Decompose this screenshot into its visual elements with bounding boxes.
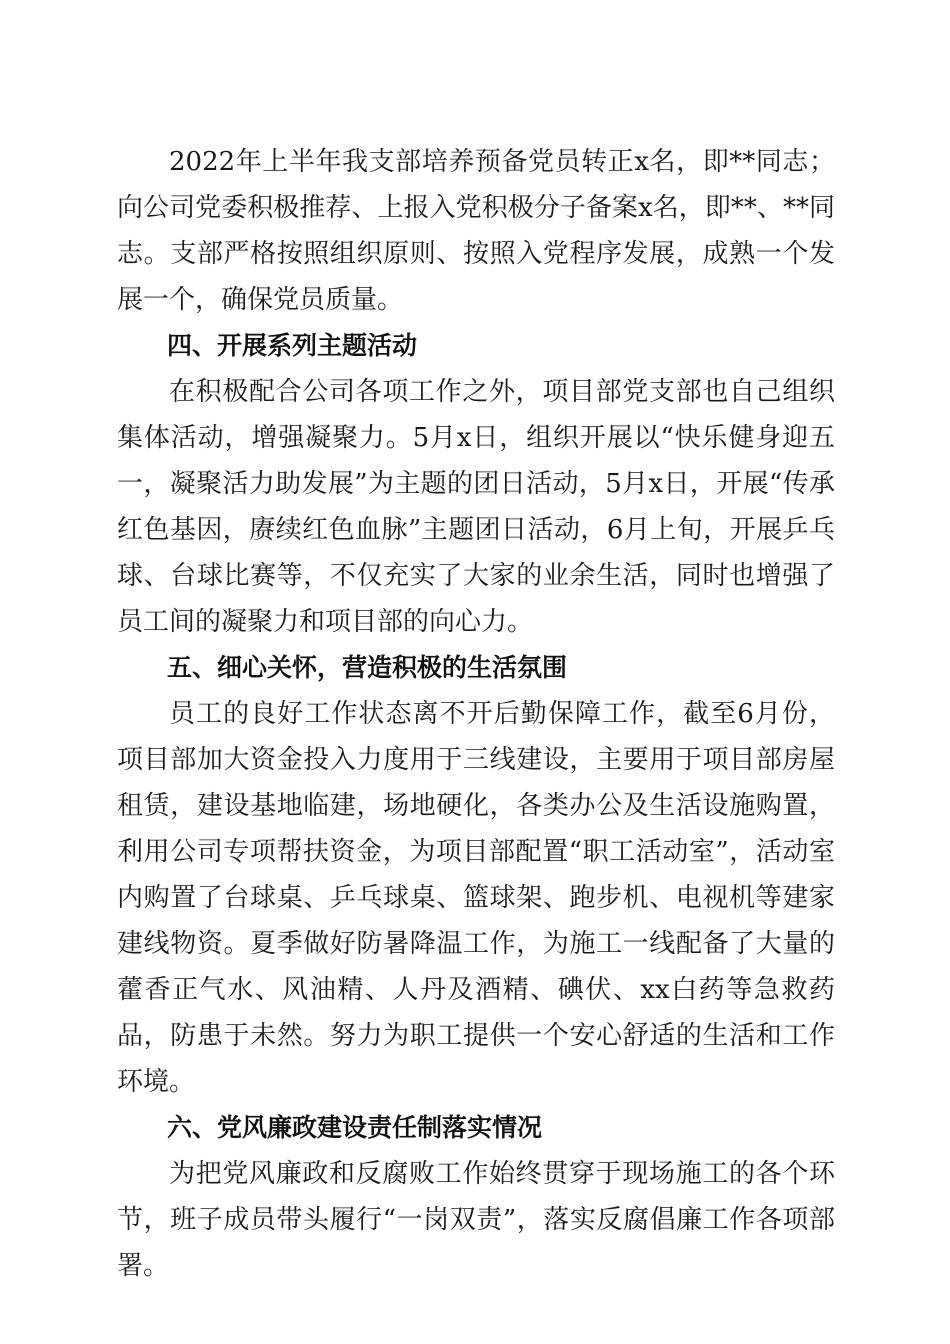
paragraph-party-member-development: 2022年上半年我支部培养预备党员转正x名，即**同志；向公司党委积极推荐、上报入党积极分子备案x名，即**、**同志。支部严格按照组织原则、按照入党程序发展，成熟一个发展一个，确保党员质量。: [117, 147, 835, 315]
heading-theme-activities: 四、开展系列主题活动: [167, 331, 418, 360]
heading-living-atmosphere: 五、细心关怀，营造积极的生活氛围: [167, 653, 568, 682]
paragraph-integrity-responsibility: 为把党风廉政和反腐败工作始终贯穿于现场施工的各个环节，班子成员带头履行“一岗双责”，落实反腐倡廉工作各项部署。: [117, 1159, 835, 1281]
paragraph-living-atmosphere: 员工的良好工作状态离不开后勤保障工作，截至6月份，项目部加大资金投入力度用于三线建设，主要用于项目部房屋租赁，建设基地临建，场地硬化，各类办公及生活设施购置，利用公司专项帮扶资金，为项目部配置“职工活动室”，活动室内购置了台球桌、乒乓球桌、篮球架、跑步机、电视机等建家建线物资。夏季做好防暑降温工作，为施工一线配备了大量的藿香正气水、风油精、人丹及酒精、碘伏、xx白药等急救药品，防患于未然。努力为职工提供一个安心舒适的生活和工作环境。: [117, 699, 835, 1097]
document-page: [117, 139, 835, 1289]
paragraph-theme-activities: 在积极配合公司各项工作之外，项目部党支部也自己组织集体活动，增强凝聚力。5月x日，组织开展以“快乐健身迎五一，凝聚活力助发展”为主题的团日活动，5月x日，开展“传承红色基因，赓续红色血脉”主题团日活动，6月上旬，开展乒乓球、台球比赛等，不仅充实了大家的业余生活，同时也增强了员工间的凝聚力和项目部的向心力。: [117, 377, 835, 637]
heading-integrity-responsibility: 六、党风廉政建设责任制落实情况: [167, 1113, 543, 1142]
